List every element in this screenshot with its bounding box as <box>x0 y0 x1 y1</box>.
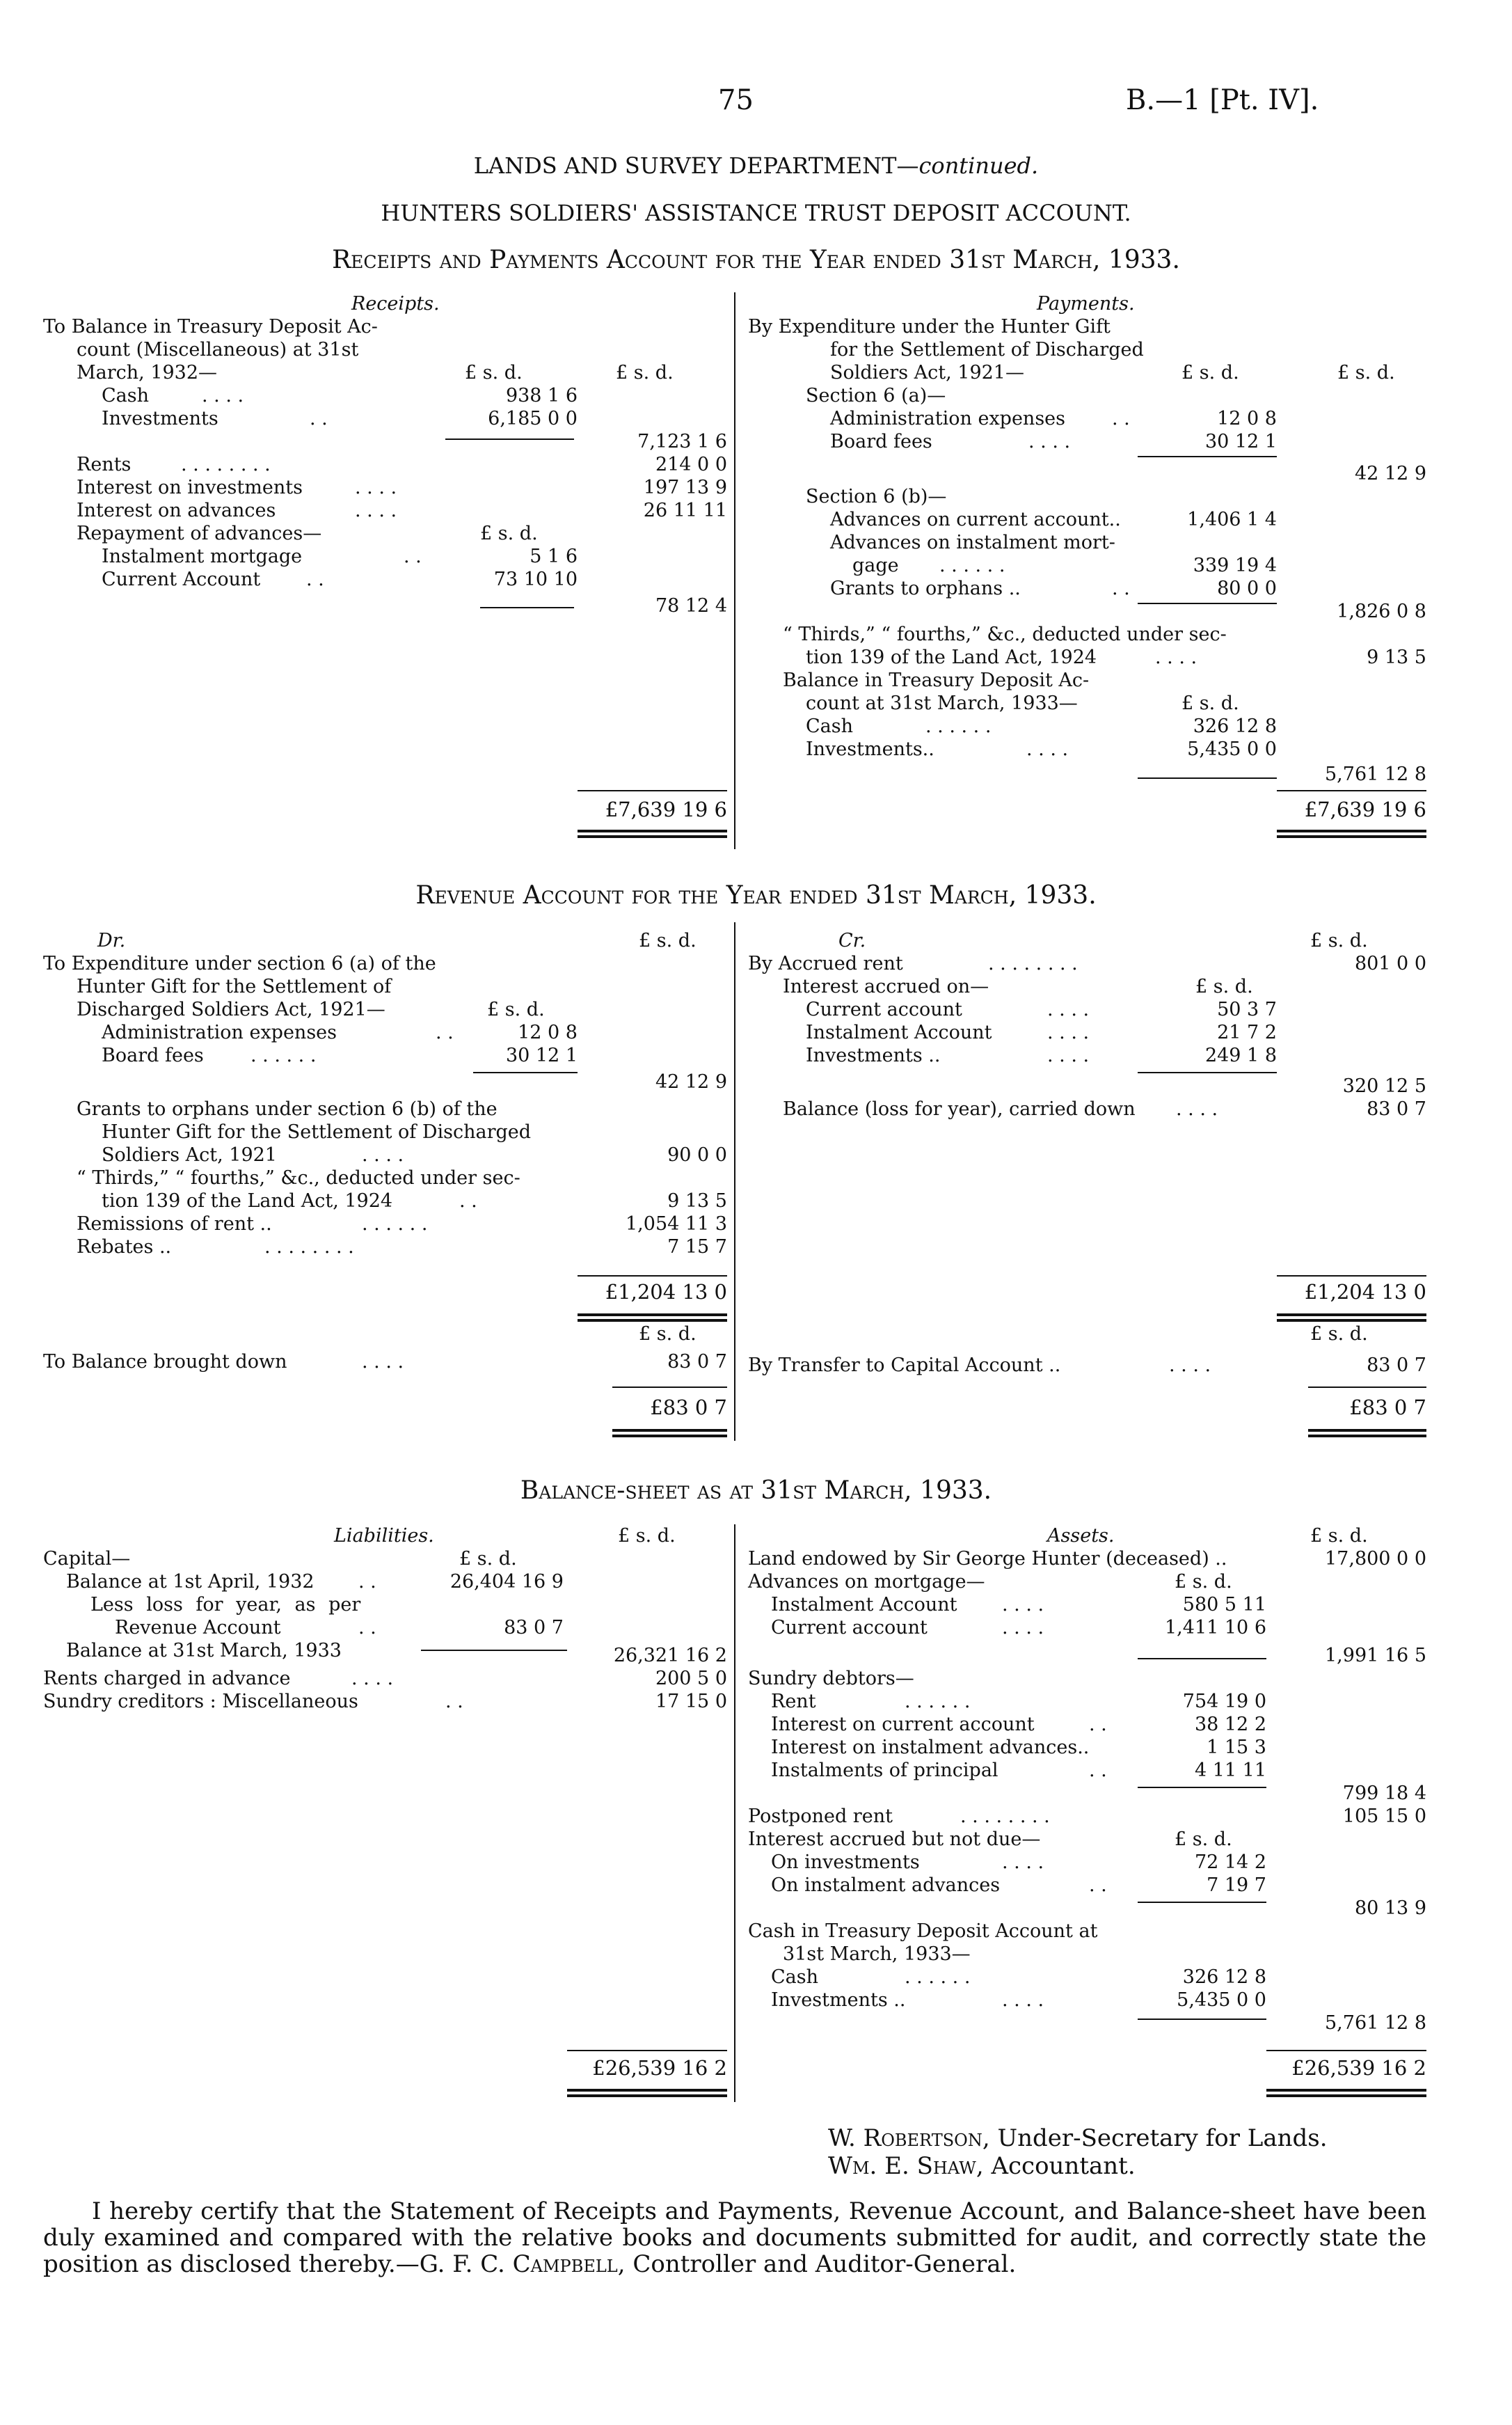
bs-instalments-value: 4 11 11 <box>1194 1760 1266 1781</box>
rev-interest-total: 320 12 5 <box>1342 1075 1426 1097</box>
leader-dots: . . . . . . <box>939 555 1005 576</box>
bs-current-account-value: 1,411 10 6 <box>1165 1617 1266 1638</box>
leader-dots: . . . . <box>1002 1851 1044 1873</box>
payment-section-6a: Section 6 (a)— <box>806 385 946 406</box>
rev-accrued-value: 801 0 0 <box>1354 953 1426 974</box>
payment-thirds-value: 9 13 5 <box>1367 647 1426 668</box>
bs-cash-value: 326 12 8 <box>1182 1966 1266 1988</box>
leader-dots: . . . . . . . . <box>181 454 271 475</box>
bs-balance-1933-label: Balance at 31st March, 1933 <box>66 1640 342 1661</box>
rule <box>1138 777 1277 779</box>
receipt-interest-advances-value: 26 11 11 <box>643 500 727 521</box>
leader-dots: . . . . . . <box>925 716 992 737</box>
leader-dots: . . . . . . <box>250 1045 317 1066</box>
leader-dots: . . <box>404 546 422 567</box>
receipt-balance-total: 7,123 1 6 <box>637 431 727 452</box>
receipt-cash-value: 938 1 6 <box>505 385 578 406</box>
payment-adv-instal-value: 339 19 4 <box>1193 555 1277 576</box>
rev-loss-value: 83 0 7 <box>1367 1098 1426 1120</box>
rule <box>1277 1275 1426 1277</box>
bs-sundry-creditors-value: 17 15 0 <box>655 1691 727 1712</box>
assets-lsd-header: £ s. d. <box>1310 1525 1368 1547</box>
rev-expenditure-label-3: Discharged Soldiers Act, 1921— <box>77 999 385 1020</box>
leader-dots: . . . . <box>1028 431 1071 452</box>
bf-total: £83 0 7 <box>650 1396 727 1419</box>
rev-remissions-value: 1,054 11 3 <box>626 1213 727 1235</box>
rev-admin-value: 12 0 8 <box>518 1022 578 1043</box>
receipt-investments-label: Investments <box>102 408 218 429</box>
rev-brought-down-value: 83 0 7 <box>667 1351 727 1373</box>
payment-thirds-label: “ Thirds,” “ fourths,” &c., deducted under sec- <box>783 624 1227 645</box>
bs-int-instal-label: Interest on instalment advances.. <box>771 1737 1090 1758</box>
bs-rent-value: 754 19 0 <box>1182 1691 1266 1712</box>
leader-dots: . . . . <box>1155 647 1197 668</box>
payment-expenditure-label-3: Soldiers Act, 1921— <box>830 362 1024 384</box>
double-rule <box>1277 830 1426 838</box>
rev-grants-label-3: Soldiers Act, 1921 <box>102 1144 277 1166</box>
receipt-balance-label-2: count (Miscellaneous) at 31st <box>77 339 359 361</box>
payment-cash-value: 326 12 8 <box>1193 716 1277 737</box>
leader-dots: . . . . <box>355 477 397 498</box>
cr-total: £1,204 13 0 <box>1304 1280 1426 1304</box>
leader-dots: . . <box>1089 1874 1107 1896</box>
bs-not-due-total: 80 13 9 <box>1354 1897 1426 1919</box>
receipt-current-label: Current Account <box>102 569 261 590</box>
payment-board-label: Board fees <box>830 431 932 452</box>
receipts-lsd-header-inner: £ s. d. <box>465 362 523 384</box>
payment-admin-value: 12 0 8 <box>1217 408 1277 429</box>
rev-thirds-label: “ Thirds,” “ fourths,” &c., deducted under sec- <box>77 1167 520 1189</box>
payment-investments-value: 5,435 0 0 <box>1187 738 1277 760</box>
bs-less-loss-label: Less loss for year, as per <box>90 1594 361 1616</box>
audit-certificate: I hereby certify that the Statement of Receipts and Payments, Revenue Account, and Balance-sheet have been duly examined and compared with the relative books and documents submitted for audit, and correctly state the position as disclosed thereby.—G. F. C. Campbell, Controller and Auditor-General. <box>43 2197 1426 2278</box>
double-rule <box>612 1429 727 1437</box>
leader-dots: . . <box>1112 578 1130 599</box>
bs-on-instal-label: On instalment advances <box>771 1874 1001 1896</box>
receipt-rents-label: Rents <box>77 454 132 475</box>
payment-cash-label: Cash <box>806 716 854 737</box>
rev-loss-label: Balance (loss for year), carried down <box>783 1098 1136 1120</box>
rev-transfer-label: By Transfer to Capital Account .. <box>748 1354 1061 1376</box>
payment-6b-total: 1,826 0 8 <box>1337 601 1426 622</box>
payment-balance-label-2: count at 31st March, 1933— <box>806 693 1078 714</box>
repayment-lsd-header: £ s. d. <box>480 523 538 544</box>
rule <box>1138 603 1277 604</box>
rule <box>578 790 727 791</box>
bs-capital-label: Capital— <box>43 1548 131 1570</box>
leader-dots: . . . . <box>351 1668 394 1689</box>
capital-lsd-header: £ s. d. <box>459 1548 517 1570</box>
bf-lsd-header: £ s. d. <box>639 1323 697 1345</box>
leader-dots: . . . . <box>1002 1989 1044 2011</box>
leader-dots: . . <box>445 1691 463 1712</box>
receipt-repayment-total: 78 12 4 <box>655 595 727 617</box>
payment-balance-label: Balance in Treasury Deposit Ac- <box>783 670 1090 691</box>
rev-accrued-label: By Accrued rent <box>748 953 903 974</box>
bs-instal-account-value: 580 5 11 <box>1182 1594 1266 1616</box>
rule <box>1266 2050 1426 2051</box>
leader-dots: . . <box>1089 1760 1107 1781</box>
receipt-balance-label: To Balance in Treasury Deposit Ac- <box>43 316 378 338</box>
bs-rents-advance-label: Rents charged in advance <box>43 1668 291 1689</box>
rev-investments-label: Investments .. <box>806 1045 941 1066</box>
leader-dots: . . <box>436 1022 454 1043</box>
bs-land-label: Land endowed by Sir George Hunter (deceased) .. <box>748 1548 1227 1570</box>
bs-column-divider <box>734 1524 735 2102</box>
leader-dots: . . <box>459 1190 477 1212</box>
leader-dots: . . . . <box>1002 1594 1044 1616</box>
leader-dots: . . . . <box>202 385 244 406</box>
payments-total: £7,639 19 6 <box>1304 798 1426 821</box>
liabilities-lsd-header: £ s. d. <box>618 1525 676 1547</box>
rule <box>480 607 574 608</box>
receipt-cash-label: Cash <box>102 385 150 406</box>
rule <box>1138 2019 1266 2020</box>
receipt-current-value: 73 10 10 <box>493 569 578 590</box>
rev-remissions-label: Remissions of rent .. <box>77 1213 272 1235</box>
receipt-investments-value: 6,185 0 0 <box>488 408 578 429</box>
bs-investments-value: 5,435 0 0 <box>1177 1989 1266 2011</box>
rev-grants-value: 90 0 0 <box>667 1144 727 1166</box>
receipts-total: £7,639 19 6 <box>605 798 727 821</box>
rev-current-label: Current account <box>806 999 962 1020</box>
rule <box>612 1387 727 1388</box>
rule <box>567 2050 727 2051</box>
bs-postponed-label: Postponed rent <box>748 1806 893 1827</box>
transfer-lsd-header: £ s. d. <box>1310 1323 1368 1345</box>
payment-6a-total: 42 12 9 <box>1354 463 1426 484</box>
bs-balance-1932-value: 26,404 16 9 <box>449 1571 564 1593</box>
dr-heading: Dr. <box>97 930 126 951</box>
page-number: 75 <box>718 84 754 116</box>
leader-dots: . . . . <box>362 1144 404 1166</box>
double-rule <box>1266 2089 1426 2097</box>
payment-adv-current-value: 1,406 1 4 <box>1187 509 1277 530</box>
payment-expenditure-label-2: for the Settlement of Discharged <box>830 339 1144 361</box>
bs-postponed-value: 105 15 0 <box>1342 1806 1426 1827</box>
payment-admin-label: Administration expenses <box>830 408 1066 429</box>
leader-dots: . . . . . . <box>905 1691 971 1712</box>
rev-interest-accrued-label: Interest accrued on— <box>783 976 989 997</box>
rule <box>445 439 574 440</box>
payment-balance-total: 5,761 12 8 <box>1325 764 1426 785</box>
payment-grants-label: Grants to orphans .. <box>830 578 1021 599</box>
bs-balance-1933-value: 26,321 16 2 <box>613 1645 727 1666</box>
receipts-lsd-header-outer: £ s. d. <box>616 362 674 384</box>
dr-lsd-header: £ s. d. <box>639 930 697 951</box>
payment-board-value: 30 12 1 <box>1204 431 1277 452</box>
rule <box>578 1275 727 1277</box>
leader-dots: . . . . <box>1169 1354 1211 1376</box>
bs-int-not-due-label: Interest accrued but not due— <box>748 1828 1041 1850</box>
bs-on-investments-value: 72 14 2 <box>1194 1851 1266 1873</box>
payment-expenditure-label: By Expenditure under the Hunter Gift <box>748 316 1111 338</box>
bs-balance-1932-label: Balance at 1st April, 1932 <box>66 1571 315 1593</box>
bs-cash-total: 5,761 12 8 <box>1325 2012 1426 2034</box>
leader-dots: . . . . <box>355 500 397 521</box>
rev-expenditure-label-2: Hunter Gift for the Settlement of <box>77 976 392 997</box>
rev-brought-down-label: To Balance brought down <box>43 1351 287 1373</box>
leader-dots: . . . . . . . . <box>960 1806 1050 1827</box>
bs-cash-tda-label-2: 31st March, 1933— <box>783 1943 971 1965</box>
bs-rents-advance-value: 200 5 0 <box>655 1668 727 1689</box>
bs-less-loss-label-2: Revenue Account <box>115 1617 281 1638</box>
leader-dots: . . . . . . . . <box>988 953 1078 974</box>
account-title: HUNTERS SOLDIERS' ASSISTANCE TRUST DEPOSIT ACCOUNT. <box>381 200 1131 226</box>
rev-current-value: 50 3 7 <box>1217 999 1277 1020</box>
department-title: LANDS AND SURVEY DEPARTMENT—continued. <box>473 152 1039 179</box>
rule <box>1277 790 1426 791</box>
rev-instal-label: Instalment Account <box>806 1022 992 1043</box>
rev-instal-value: 21 7 2 <box>1217 1022 1277 1043</box>
rev-transfer-value: 83 0 7 <box>1367 1354 1426 1376</box>
rule <box>421 1650 567 1651</box>
bs-int-current-value: 38 12 2 <box>1194 1714 1266 1735</box>
cr-heading: Cr. <box>838 930 866 951</box>
signature-accountant: Wm. E. Shaw, Accountant. <box>828 2152 1136 2180</box>
receipt-instalment-value: 5 1 6 <box>530 546 578 567</box>
payment-investments-label: Investments.. <box>806 738 934 760</box>
rev-expenditure-label: To Expenditure under section 6 (a) of the <box>43 953 436 974</box>
receipt-balance-label-3: March, 1932— <box>77 362 218 384</box>
leader-dots: . . <box>310 408 328 429</box>
rev-thirds-label-2: tion 139 of the Land Act, 1924 <box>102 1190 393 1212</box>
receipt-repayment-label: Repayment of advances— <box>77 523 322 544</box>
leader-dots: . . . . <box>1026 738 1069 760</box>
leader-dots: . . <box>1112 408 1130 429</box>
bs-int-instal-value: 1 15 3 <box>1207 1737 1266 1758</box>
bs-int-current-label: Interest on current account <box>771 1714 1035 1735</box>
bs-less-loss-value: 83 0 7 <box>504 1617 564 1638</box>
payment-adv-instal-label-2: gage <box>852 555 899 576</box>
assets-heading: Assets. <box>1047 1525 1115 1547</box>
leader-dots: . . . . <box>1047 999 1090 1020</box>
bs-sundry-debtors-label: Sundry debtors— <box>748 1668 914 1689</box>
rev-board-label: Board fees <box>102 1045 204 1066</box>
receipts-payments-title: Receipts and Payments Account for the Year ended 31st March, 1933. <box>332 246 1180 274</box>
leader-dots: . . . . <box>1176 1098 1218 1120</box>
bs-instal-account-label: Instalment Account <box>771 1594 957 1616</box>
leader-dots: . . . . . . <box>362 1213 428 1235</box>
balance-sheet-title: Balance-sheet as at 31st March, 1933. <box>520 1476 992 1505</box>
leader-dots: . . . . . . . . <box>264 1236 354 1258</box>
rev-grants-label-2: Hunter Gift for the Settlement of Discharged <box>102 1121 532 1143</box>
double-rule <box>567 2089 727 2097</box>
receipts-heading: Receipts. <box>351 293 440 315</box>
payment-adv-instal-label: Advances on instalment mort- <box>830 532 1115 553</box>
rev-rebates-label: Rebates .. <box>77 1236 172 1258</box>
rev-board-value: 30 12 1 <box>505 1045 578 1066</box>
bs-on-investments-label: On investments <box>771 1851 920 1873</box>
rev-rebates-value: 7 15 7 <box>667 1236 727 1258</box>
signature-under-secretary: W. Robertson, Under-Secretary for Lands. <box>828 2124 1328 2152</box>
rev-admin-label: Administration expenses <box>102 1022 337 1043</box>
liabilities-heading: Liabilities. <box>334 1525 434 1547</box>
rev-thirds-value: 9 13 5 <box>667 1190 727 1212</box>
leader-dots: . . . . <box>1047 1045 1090 1066</box>
liabilities-total: £26,539 16 2 <box>592 2056 727 2080</box>
payments-heading: Payments. <box>1037 293 1135 315</box>
rp-column-divider <box>734 292 735 849</box>
transfer-total: £83 0 7 <box>1349 1396 1426 1419</box>
rev-grants-label: Grants to orphans under section 6 (b) of the <box>77 1098 498 1120</box>
rule <box>1308 1387 1426 1388</box>
bs-debtors-total: 799 18 4 <box>1342 1783 1426 1804</box>
bs-current-account-label: Current account <box>771 1617 928 1638</box>
payment-thirds-label-2: tion 139 of the Land Act, 1924 <box>806 647 1097 668</box>
payment-adv-current-label: Advances on current account.. <box>830 509 1121 530</box>
bs-on-instal-value: 7 19 7 <box>1207 1874 1266 1896</box>
leader-dots: . . . . <box>1047 1022 1090 1043</box>
double-rule <box>1277 1313 1426 1322</box>
double-rule <box>1308 1429 1426 1437</box>
leader-dots: . . . . <box>362 1351 404 1373</box>
leader-dots: . . <box>358 1617 376 1638</box>
advances-lsd-header: £ s. d. <box>1175 1571 1232 1593</box>
rule <box>1138 1072 1277 1073</box>
payment-section-6b: Section 6 (b)— <box>806 486 947 507</box>
leader-dots: . . <box>358 1571 376 1593</box>
bs-sundry-creditors-label: Sundry creditors : Miscellaneous <box>43 1691 358 1712</box>
rule <box>1138 1658 1266 1659</box>
payment-balance-lsd-header: £ s. d. <box>1181 693 1239 714</box>
rev-expenditure-total: 42 12 9 <box>655 1071 727 1093</box>
dr-total: £1,204 13 0 <box>605 1280 727 1304</box>
bs-advances-total: 1,991 16 5 <box>1325 1645 1426 1666</box>
double-rule <box>578 830 727 838</box>
revenue-column-divider <box>734 922 735 1441</box>
rev-interest-lsd-header: £ s. d. <box>1195 976 1253 997</box>
leader-dots: . . . . . . <box>905 1966 971 1988</box>
rev-investments-value: 249 1 8 <box>1204 1045 1277 1066</box>
leader-dots: . . <box>306 569 324 590</box>
payment-grants-value: 80 0 0 <box>1217 578 1277 599</box>
leader-dots: . . . . <box>1002 1617 1044 1638</box>
receipt-instalment-label: Instalment mortgage <box>102 546 303 567</box>
rev-expenditure-lsd-header: £ s. d. <box>487 999 545 1020</box>
rule <box>1138 456 1277 457</box>
leader-dots: . . <box>1089 1714 1107 1735</box>
rule <box>473 1072 578 1073</box>
document-reference: B.—1 [Pt. IV]. <box>1126 84 1319 116</box>
receipt-rents-value: 214 0 0 <box>655 454 727 475</box>
revenue-title: Revenue Account for the Year ended 31st March, 1933. <box>415 881 1097 910</box>
payments-lsd-header-inner: £ s. d. <box>1181 362 1239 384</box>
bs-instalments-label: Instalments of principal <box>771 1760 998 1781</box>
receipt-interest-investments-label: Interest on investments <box>77 477 303 498</box>
assets-total: £26,539 16 2 <box>1291 2056 1426 2080</box>
double-rule <box>578 1313 727 1322</box>
rule <box>1138 1787 1266 1788</box>
bs-cash-tda-label: Cash in Treasury Deposit Account at <box>748 1920 1098 1942</box>
bs-cash-label: Cash <box>771 1966 819 1988</box>
rule <box>1138 1902 1266 1903</box>
bs-advances-mortgage-label: Advances on mortgage— <box>748 1571 985 1593</box>
receipt-interest-investments-value: 197 13 9 <box>643 477 727 498</box>
bs-investments-label: Investments .. <box>771 1989 906 2011</box>
cr-lsd-header: £ s. d. <box>1310 930 1368 951</box>
bs-rent-label: Rent <box>771 1691 816 1712</box>
not-due-lsd-header: £ s. d. <box>1175 1828 1232 1850</box>
payments-lsd-header-outer: £ s. d. <box>1337 362 1395 384</box>
receipt-interest-advances-label: Interest on advances <box>77 500 276 521</box>
bs-land-value: 17,800 0 0 <box>1325 1548 1426 1570</box>
